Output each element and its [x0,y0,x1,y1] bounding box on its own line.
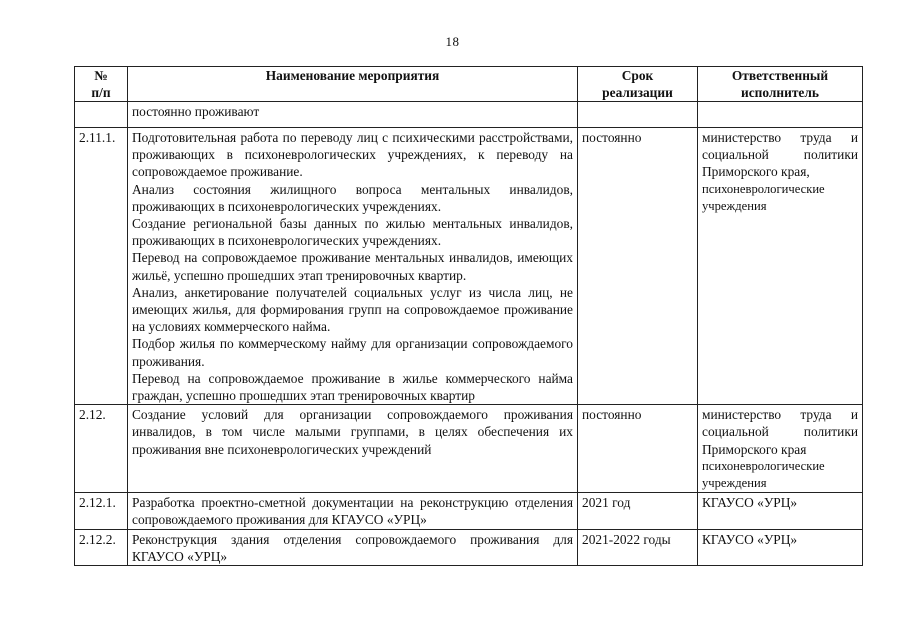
header-responsible-line1: Ответственный [731,68,829,83]
row-activity [128,128,578,405]
row-number [75,102,128,128]
header-term [578,67,698,102]
activity-paragraph: Разработка проектно-сметной документации на реконструкцию отделения сопровождаемого проживания для КГАУСО «УРЦ» [132,495,573,528]
header-responsible-line2: исполнитель [741,84,819,100]
responsible-line: учреждения [702,476,767,491]
responsible-line: КГАУСО «УРЦ» [702,531,798,547]
responsible-line: Приморского края, [702,164,810,180]
header-activity-name [128,67,578,102]
row-activity [128,493,578,529]
responsible-line: Приморского края [702,441,807,457]
header-term-line2: реализации [602,84,673,100]
row-activity [128,529,578,565]
row-responsible [698,405,863,493]
row-activity [128,405,578,493]
row-responsible [698,102,863,128]
row-responsible [698,493,863,529]
header-term-line1: Срок [621,68,654,83]
header-responsible [698,67,863,102]
responsible-line: социальной политики [702,424,858,440]
table-row [75,128,863,405]
activities-table [74,66,863,566]
row-responsible [698,529,863,565]
activity-paragraph: Перевод на сопровождаемое проживание в жилье коммерческого найма граждан, успешно прошедших этап тренировочных квартир [132,370,573,404]
responsible-line: психоневрологические [702,458,825,473]
row-number: 2.12. [75,405,128,493]
activity-paragraph: Перевод на сопровождаемое проживание ментальных инвалидов, имеющих жильё, успешно прошедших этап тренировочных квартир. [132,250,573,283]
header-number-line1: № [94,68,108,83]
activity-paragraph: Анализ состояния жилищного вопроса ментальных инвалидов, проживающих в психоневрологических учреждениях. [132,181,573,214]
activity-paragraph: Создание региональной базы данных по жилью ментальных инвалидов, проживающих в психоневрологических учреждениях. [132,216,573,249]
activity-paragraph: Анализ, анкетирование получателей социальных услуг из числа лиц, не имеющих жилья, для формирования групп на сопровождаемое проживание на условиях коммерческого найма. [132,284,573,335]
row-number: 2.12.2. [75,529,128,565]
row-number: 2.11.1. [75,128,128,405]
row-term [578,102,698,128]
row-number: 2.12.1. [75,493,128,529]
table-row [75,102,863,128]
header-activity-name-text: Наименование мероприятия [265,68,440,83]
table-row [75,529,863,565]
responsible-line: министерство труда и [702,130,858,145]
row-term: постоянно [578,128,698,405]
responsible-line: социальной политики [702,147,858,163]
table-row [75,405,863,493]
row-activity [128,102,578,128]
row-term: 2021-2022 годы [578,529,698,565]
activity-paragraph: Создание условий для организации сопровождаемого проживания инвалидов, в том числе малыми группами, в целях обеспечения их проживания вне психоневрологических учреждений [132,407,573,457]
table-row [75,493,863,529]
responsible-line: КГАУСО «УРЦ» [702,495,798,511]
responsible-line: учреждения [702,198,767,213]
header-number [75,67,128,102]
activity-paragraph: Реконструкция здания отделения сопровождаемого проживания для КГАУСО «УРЦ» [132,531,573,564]
table-header-row [75,67,863,102]
activity-paragraph: Подбор жилья по коммерческому найму для организации сопровождаемого проживания. [132,336,573,369]
row-term: постоянно [578,405,698,493]
page-number: 18 [445,34,460,49]
header-number-line2: п/п [91,84,111,100]
responsible-line: психоневрологические [702,181,825,196]
activity-paragraph: постоянно проживают [132,104,260,119]
row-responsible [698,128,863,405]
responsible-line: министерство труда и [702,407,858,423]
activity-paragraph: Подготовительная работа по переводу лиц с психическими расстройствами, проживающих в психоневрологических учреждениях, к переводу на сопровождаемое проживание. [132,130,573,180]
row-term: 2021 год [578,493,698,529]
